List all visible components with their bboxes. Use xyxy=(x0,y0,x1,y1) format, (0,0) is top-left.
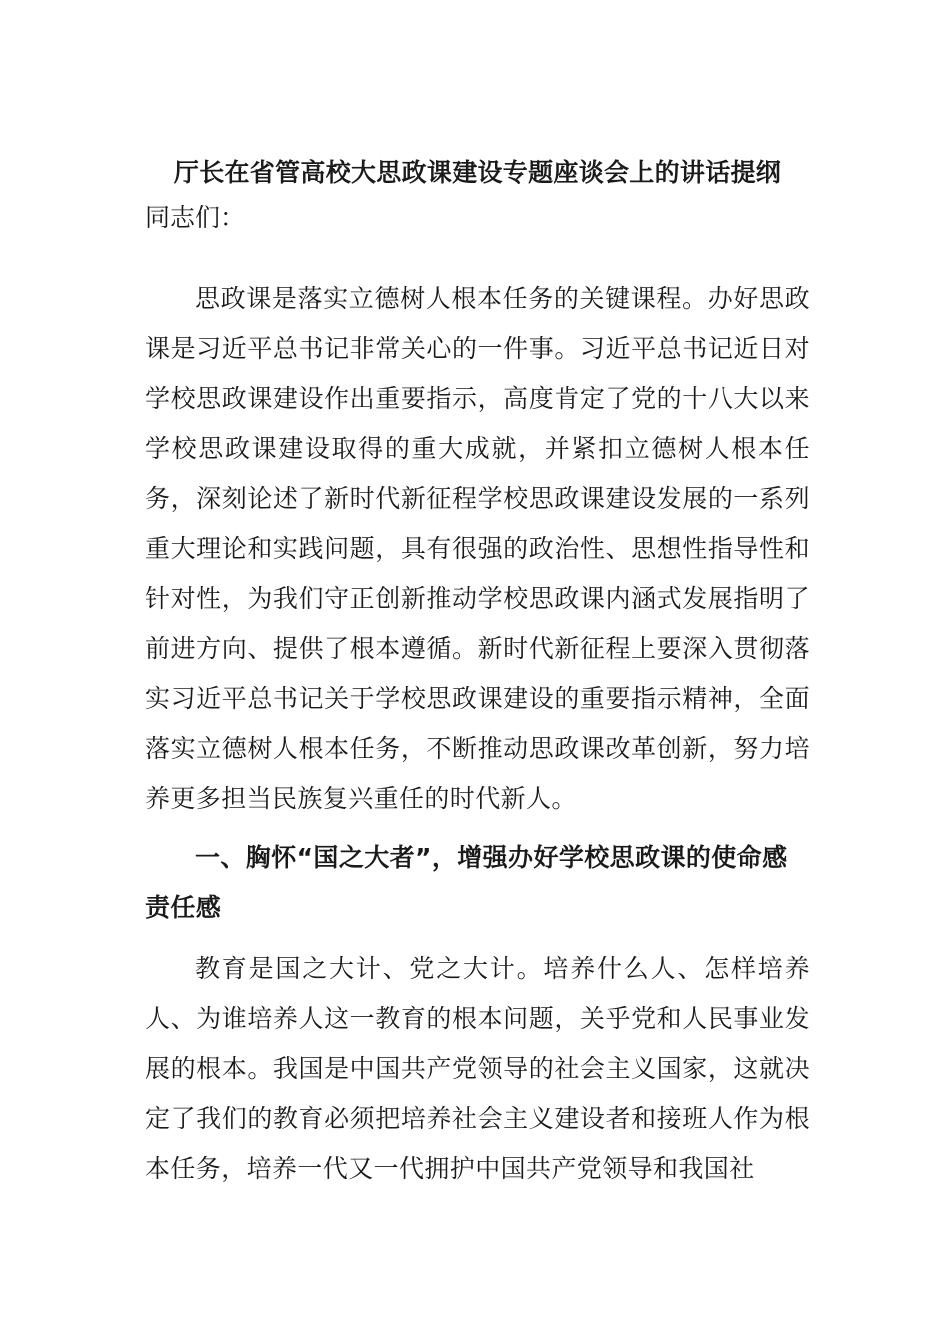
section-heading-1: 一、胸怀“国之大者”，增强办好学校思政课的使命感责任感 xyxy=(145,843,788,922)
body-paragraph-2: 教育是国之大计、党之大计。培养什么人、怎样培养人、为谁培养人这一教育的根本问题，关乎党和人民事业发展的根本。我国是中国共产党领导的社会主义国家，这就决定了我们的教育必须把培养社会主义建设者和接班人作为根本任务，培养一代又一代拥护中国共产党领导和我国社 xyxy=(145,954,810,1183)
body-paragraph-1: 思政课是落实立德树人根本任务的关键课程。办好思政课是习近平总书记非常关心的一件事。习近平总书记近日对学校思政课建设作出重要指示，高度肯定了党的十八大以来学校思政课建设取得的重大成就，并紧扣立德树人根本任务，深刻论述了新时代新征程学校思政课建设发展的一系列重大理论和实践问题，具有很强的政治性、思想性指导性和针对性，为我们守正创新推动学校思政课内涵式发展指明了前进方向、提供了根本遵循。新时代新征程上要深入贯彻落实习近平总书记关于学校思政课建设的重要指示精神，全面落实立德树人根本任务，不断推动思政课改革创新，努力培养更多担当民族复兴重任的时代新人。 xyxy=(145,284,810,813)
salutation: 同志们： xyxy=(145,203,246,232)
document-title: 厅长在省管高校大思政课建设专题座谈会上的讲话提纲 xyxy=(173,158,782,187)
